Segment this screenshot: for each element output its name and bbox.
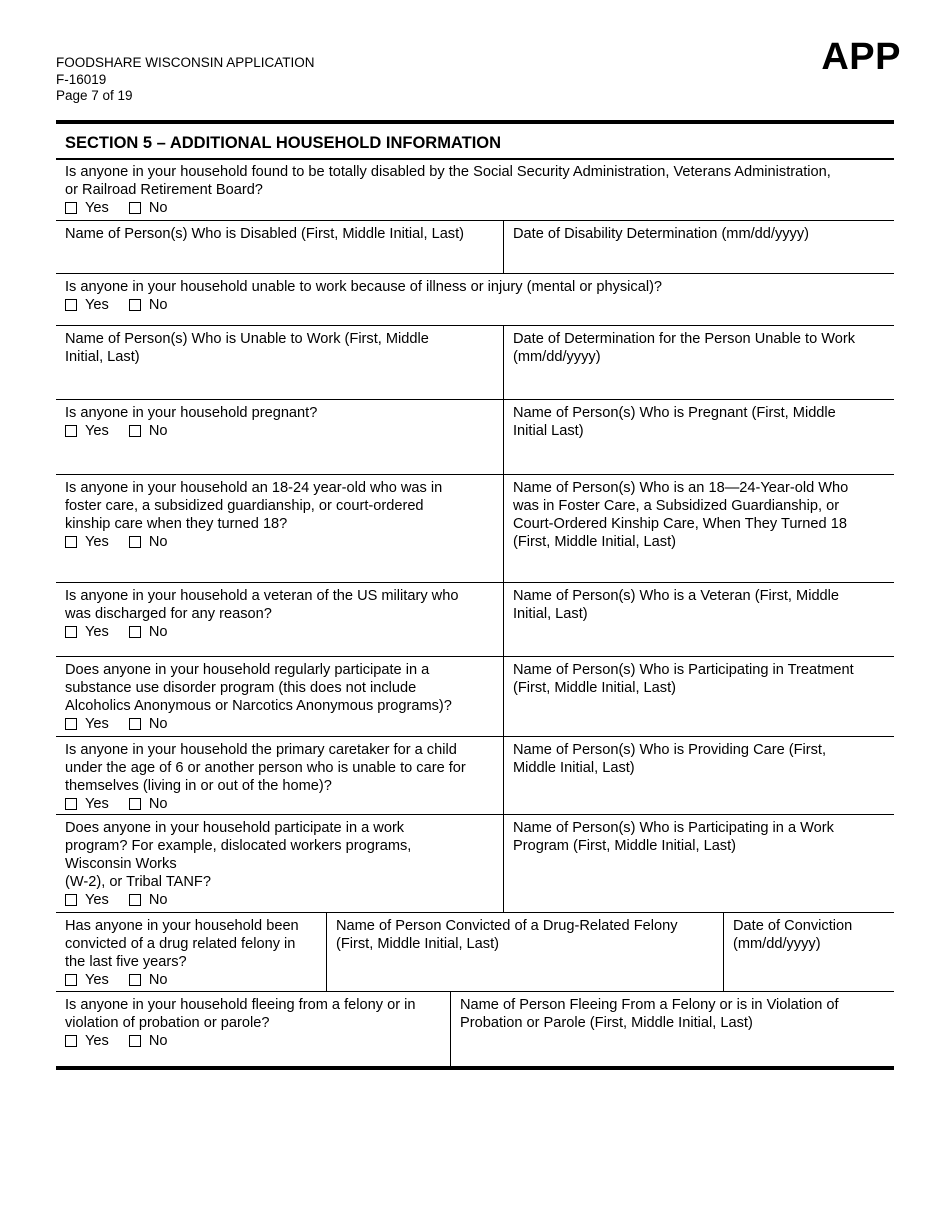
form-number: F-16019: [56, 71, 107, 87]
caretaker-name-field[interactable]: Name of Person(s) Who is Providing Care (First, Middle Initial, Last): [503, 737, 894, 814]
checkbox-icon: [129, 718, 141, 730]
checkbox-icon: [65, 299, 77, 311]
substance-options: [65, 715, 494, 733]
checkbox-icon: [65, 718, 77, 730]
work-program-no-checkbox[interactable]: No: [129, 891, 168, 909]
foster-question-cell: [56, 475, 503, 582]
unable-work-question-row: [56, 274, 894, 326]
fleeing-question-cell: [56, 992, 450, 1066]
foster-options: [65, 533, 494, 551]
work-program-yes-checkbox[interactable]: Yes: [65, 891, 109, 909]
substance-question-cell: [56, 657, 503, 736]
disabled-name-field[interactable]: Name of Person(s) Who is Disabled (First, Middle Initial, Last): [65, 226, 465, 242]
veteran-yes-checkbox[interactable]: Yes: [65, 623, 109, 641]
checkbox-icon: [129, 894, 141, 906]
disabled-date-field[interactable]: Date of Disability Determination (mm/dd/yyyy): [503, 221, 894, 273]
disabled-yes-checkbox[interactable]: Yes: [65, 199, 109, 217]
caretaker-question-cell: [56, 737, 503, 814]
section-title: SECTION 5 – ADDITIONAL HOUSEHOLD INFORMATION: [56, 124, 894, 160]
disabled-options: [65, 199, 885, 217]
substance-question: Does anyone in your household regularly participate in a substance use disorder program (this does not include Alcoholics Anonymous or Narcotics Anonymous programs)?: [65, 662, 452, 714]
household-info-form: [56, 120, 894, 1070]
checkbox-icon: [65, 974, 77, 986]
checkbox-icon: [65, 1035, 77, 1047]
unable-work-no-checkbox[interactable]: No: [129, 296, 168, 314]
disabled-question-cell: [56, 160, 894, 220]
pregnant-question-cell: [56, 400, 503, 474]
checkbox-icon: [65, 202, 77, 214]
form-header: [56, 55, 315, 105]
unable-work-detail-row: [56, 326, 894, 400]
checkbox-icon: [129, 536, 141, 548]
checkbox-icon: [129, 626, 141, 638]
unable-work-question: Is anyone in your household unable to work because of illness or injury (mental or physical)?: [65, 279, 663, 295]
disabled-question-row: [56, 160, 894, 221]
checkbox-icon: [65, 894, 77, 906]
checkbox-icon: [129, 974, 141, 986]
form-title: FOODSHARE WISCONSIN APPLICATION: [56, 55, 315, 70]
unable-work-question-cell: [56, 274, 894, 325]
felony-date-field[interactable]: Date of Conviction (mm/dd/yyyy): [723, 913, 894, 991]
caretaker-question: Is anyone in your household the primary caretaker for a child under the age of 6 or another person who is unable to care for themselves (living in or out of the home)?: [65, 742, 466, 794]
caretaker-row: [56, 737, 894, 815]
disabled-no-checkbox[interactable]: No: [129, 199, 168, 217]
checkbox-icon: [129, 798, 141, 810]
checkbox-icon: [129, 299, 141, 311]
veteran-options: [65, 623, 494, 641]
fleeing-name-field[interactable]: Name of Person Fleeing From a Felony or is in Violation of Probation or Parole (First, Middle Initial, Last): [450, 992, 894, 1066]
felony-row: [56, 913, 894, 992]
felony-options: [65, 971, 317, 989]
work-program-question-cell: [56, 815, 503, 912]
fleeing-row: [56, 992, 894, 1066]
felony-no-checkbox[interactable]: No: [129, 971, 168, 989]
checkbox-icon: [65, 536, 77, 548]
fleeing-question: Is anyone in your household fleeing from a felony or in violation of probation or parole?: [65, 997, 416, 1031]
checkbox-icon: [129, 202, 141, 214]
substance-row: [56, 657, 894, 737]
substance-no-checkbox[interactable]: No: [129, 715, 168, 733]
unable-work-options: [65, 296, 885, 314]
felony-yes-checkbox[interactable]: Yes: [65, 971, 109, 989]
veteran-no-checkbox[interactable]: No: [129, 623, 168, 641]
fleeing-options: [65, 1032, 441, 1050]
foster-name-field[interactable]: Name of Person(s) Who is an 18—24-Year-old Who was in Foster Care, a Subsidized Guardianship, or Court-Ordered Kinship Care, When They Turned 18 (First, Middle Initial, Last): [503, 475, 894, 582]
foster-yes-checkbox[interactable]: Yes: [65, 533, 109, 551]
checkbox-icon: [129, 1035, 141, 1047]
pregnant-question: Is anyone in your household pregnant?: [65, 405, 318, 421]
foster-row: [56, 475, 894, 583]
felony-question-cell: [56, 913, 326, 991]
unable-work-yes-checkbox[interactable]: Yes: [65, 296, 109, 314]
veteran-question-cell: [56, 583, 503, 656]
veteran-row: [56, 583, 894, 657]
caretaker-yes-checkbox[interactable]: Yes: [65, 795, 109, 813]
substance-name-field[interactable]: Name of Person(s) Who is Participating in Treatment (First, Middle Initial, Last): [503, 657, 894, 736]
foster-question: Is anyone in your household an 18-24 year-old who was in foster care, a subsidized guardianship, or court-ordered kinship care when they turned 18?: [65, 480, 443, 532]
checkbox-icon: [65, 798, 77, 810]
app-badge: APP: [821, 36, 901, 78]
work-program-name-field[interactable]: Name of Person(s) Who is Participating in a Work Program (First, Middle Initial, Last): [503, 815, 894, 912]
foster-no-checkbox[interactable]: No: [129, 533, 168, 551]
caretaker-no-checkbox[interactable]: No: [129, 795, 168, 813]
felony-name-field[interactable]: Name of Person Convicted of a Drug-Related Felony (First, Middle Initial, Last): [326, 913, 723, 991]
felony-question: Has anyone in your household been convicted of a drug related felony in the last five years?: [65, 918, 299, 970]
substance-yes-checkbox[interactable]: Yes: [65, 715, 109, 733]
pregnant-name-field[interactable]: Name of Person(s) Who is Pregnant (First, Middle Initial Last): [503, 400, 894, 474]
work-program-options: [65, 891, 494, 909]
pregnant-no-checkbox[interactable]: No: [129, 422, 168, 440]
disabled-question: Is anyone in your household found to be totally disabled by the Social Security Administration, Veterans Administration, or Railroad Retirement Board?: [65, 164, 831, 198]
page-number: Page 7 of 19: [56, 88, 133, 103]
pregnant-row: [56, 400, 894, 475]
veteran-name-field[interactable]: Name of Person(s) Who is a Veteran (First, Middle Initial, Last): [503, 583, 894, 656]
work-program-row: [56, 815, 894, 913]
veteran-question: Is anyone in your household a veteran of the US military who was discharged for any reason?: [65, 588, 459, 622]
checkbox-icon: [65, 626, 77, 638]
pregnant-yes-checkbox[interactable]: Yes: [65, 422, 109, 440]
fleeing-yes-checkbox[interactable]: Yes: [65, 1032, 109, 1050]
work-program-question: Does anyone in your household participate in a work program? For example, dislocated workers programs, Wisconsin Works (W-2), or Tribal TANF?: [65, 820, 412, 890]
unable-work-name-field[interactable]: Name of Person(s) Who is Unable to Work (First, Middle Initial, Last): [65, 331, 429, 365]
unable-work-date-field[interactable]: Date of Determination for the Person Unable to Work (mm/dd/yyyy): [503, 326, 894, 399]
checkbox-icon: [65, 425, 77, 437]
caretaker-options: [65, 795, 494, 813]
fleeing-no-checkbox[interactable]: No: [129, 1032, 168, 1050]
disabled-detail-row: [56, 221, 894, 274]
pregnant-options: [65, 422, 494, 440]
checkbox-icon: [129, 425, 141, 437]
